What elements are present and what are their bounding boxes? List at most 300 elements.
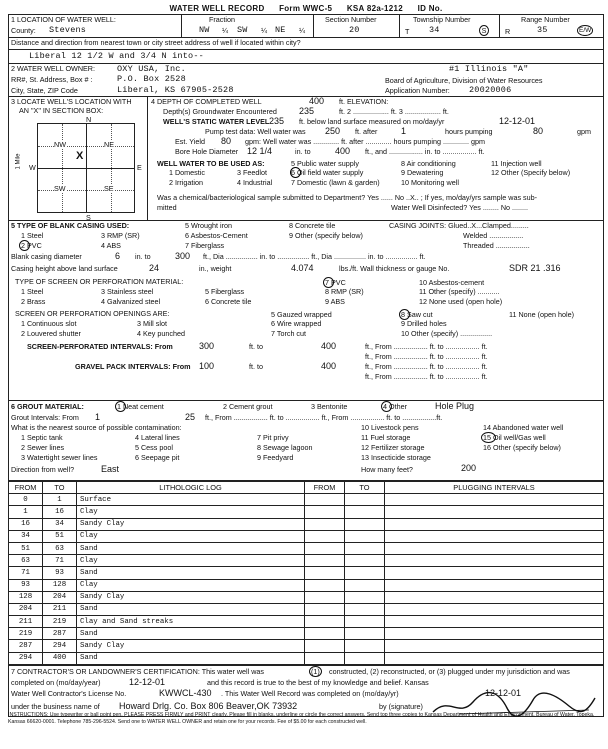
fraction-q1: NW (199, 25, 210, 35)
log-description: Sand (77, 542, 305, 554)
section-owner (8, 64, 604, 97)
casing-pvc-circle (19, 240, 30, 251)
groundwater-label: Depth(s) Groundwater Encountered (163, 107, 277, 116)
city-value: Liberal, KS 67905-2528 (117, 85, 234, 95)
log-description: Sandy Clay (77, 591, 305, 603)
gravel-rest: ft., From ................. ft. to ................. ft. (365, 362, 488, 371)
log-from: 71 (9, 567, 43, 579)
elevation-label: ft. ELEVATION: (339, 97, 389, 106)
log-to: 1 (43, 494, 77, 506)
plug-from (305, 567, 345, 579)
casing-abs: 4 ABS (101, 241, 121, 250)
screen-rest-2: ft., From ................. ft. to ................. ft. (365, 352, 488, 361)
log-to: 63 (43, 542, 77, 554)
contam-lagoon: 8 Sewage lagoon (257, 443, 313, 452)
plug-from (305, 542, 345, 554)
use-public: 5 Public water supply (291, 159, 359, 168)
bore-label: Bore Hole Diameter (175, 147, 239, 156)
log-description: Clay (77, 506, 305, 518)
col-lithologic: LITHOLOGIC LOG (77, 482, 305, 494)
form-number: Form WWC-5 (279, 4, 333, 13)
screen-from: 300 (199, 341, 215, 351)
cert-line-3: Water Well Contractor's License No. (11, 688, 127, 698)
table-row (9, 567, 604, 579)
county-label: County: (11, 26, 36, 35)
use-label: WELL WATER TO BE USED AS: (157, 159, 265, 168)
cert-completed: 12-12-01 (129, 676, 166, 687)
casing-threaded: Threaded ................. (463, 241, 530, 250)
log-to: 204 (43, 591, 77, 603)
section-casing (8, 221, 604, 401)
table-row (9, 652, 604, 664)
table-row (9, 530, 604, 542)
grout-rest: ft., From ................. ft. to ................. ft., From ................. ft. to .................ft. (205, 413, 443, 422)
log-description: Surface (77, 494, 305, 506)
plug-interval (385, 628, 604, 640)
chem-sample: Was a chemical/bacteriological sample submitted to Department? Yes ...... No ..X.. ; If yes, mo/day/yrs sample was sub- (157, 193, 538, 202)
static-label: WELL'S STATIC WATER LEVEL (163, 117, 270, 126)
grout-other-circle (381, 401, 392, 412)
east-label: E (137, 163, 142, 172)
plug-to (345, 494, 385, 506)
static-date: 12-12-01 (499, 116, 536, 126)
plug-interval (385, 579, 604, 591)
contam-abandoned: 14 Abandoned water well (483, 423, 564, 432)
form-title: WATER WELL RECORD (169, 4, 265, 13)
ft-to-2: ft. to (249, 362, 263, 371)
log-from: 219 (9, 628, 43, 640)
depth-value: 400 (309, 96, 325, 106)
plug-interval (385, 567, 604, 579)
quarter-mark: ¼ (222, 26, 228, 35)
feet-value: 200 (461, 463, 477, 473)
use-injection: 11 Injection well (491, 159, 542, 168)
log-header-row (9, 482, 604, 494)
yield-value: 80 (221, 136, 232, 146)
plug-interval (385, 542, 604, 554)
direction-label: Direction from well? (11, 465, 75, 474)
plug-to (345, 506, 385, 518)
casing-label: 5 TYPE OF BLANK CASING USED: (11, 221, 130, 230)
diameter-value: 6 (115, 251, 121, 261)
opening-key: 4 Key punched (137, 329, 185, 338)
opening-mill: 3 Mill slot (137, 319, 167, 328)
table-row (9, 579, 604, 591)
grout-neat-circle (115, 401, 126, 412)
distance-value: Liberal 12 1/2 W and 3/4 N into-- (29, 51, 204, 61)
yield-rest: gpm: Well water was ............. ft. after ............. hours pumping ............. gpm (245, 137, 485, 146)
weight-value: 4.074 (291, 263, 314, 273)
casing-other: 9 Other (specify below) (289, 231, 363, 240)
plug-from (305, 494, 345, 506)
owner-label: 2 WATER WELL OWNER: (11, 64, 95, 73)
plug-from (305, 555, 345, 567)
grout-neat: 1 Neat cement (117, 402, 164, 411)
cert-business: Howard Drlg. Co. Box 806 Beaver,OK 73932 (119, 700, 298, 711)
pump-ft: 250 (325, 126, 341, 136)
use-oil-field-circle (290, 167, 301, 178)
pump-hours-label: hours pumping (445, 127, 493, 136)
casing-joints: CASING JOINTS: Glued..X...Clamped......... (389, 221, 529, 230)
fraction-label: Fraction (209, 15, 235, 24)
bore-in: in. to (295, 147, 311, 156)
casing-asbestos: 6 Asbestos-Cement (185, 231, 248, 240)
plug-to (345, 616, 385, 628)
contam-lateral: 4 Lateral lines (135, 433, 180, 442)
direction-value: East (101, 464, 120, 474)
gravel-to: 400 (321, 361, 337, 371)
diameter-to: 300 (175, 251, 191, 261)
height-value: 24 (149, 263, 160, 273)
pump-after: ft. after (355, 127, 378, 136)
plug-from (305, 628, 345, 640)
plug-to (345, 579, 385, 591)
use-irrigation: 2 Irrigation (169, 178, 203, 187)
screen-asbestos: 10 Asbestos-cement (419, 278, 485, 287)
contam-livestock: 10 Livestock pens (361, 423, 419, 432)
contam-watertight: 3 Watertight sewer lines (21, 453, 98, 462)
well-x-mark: X (76, 150, 84, 162)
table-row (9, 494, 604, 506)
plug-to (345, 652, 385, 664)
static-rest: ft. below land surface measured on mo/day/yr (299, 117, 445, 126)
groundwater-1: 235 (299, 106, 315, 116)
grout-intervals-label: Grout Intervals: From (11, 413, 79, 422)
section-label: Section Number (325, 15, 377, 24)
screen-abs: 9 ABS (325, 297, 345, 306)
board-label: Board of Agriculture, Division of Water Resources (385, 76, 543, 85)
screen-brass: 2 Brass (21, 297, 46, 306)
log-to: 51 (43, 530, 77, 542)
lithologic-log-table (8, 481, 604, 665)
use-monitoring: 10 Monitoring well (401, 178, 459, 187)
screen-intervals-label: SCREEN-PERFORATED INTERVALS: From (27, 342, 173, 351)
use-dewatering: 9 Dewatering (401, 168, 444, 177)
log-to: 211 (43, 603, 77, 615)
range-label: Range Number (521, 15, 570, 24)
log-description: Clay (77, 579, 305, 591)
instructions-footer: INSTRUCTIONS: Use typewriter or ball point pen. PLEASE PRESS FIRMLY and PRINT clearly. Please fill in blanks, underline or circle the correct answers. Send top three copies to Kansas Department of Health and Environment, Bureau of Water, Topeka, Kansas 66620-0001. Telephone 785-296-5524. Send one to WATER WELL OWNER and retain one for your records. Fee of $5.00 for each constructed well. (8, 712, 595, 725)
log-from: 294 (9, 652, 43, 664)
gravel-from: 100 (199, 361, 215, 371)
contam-septic: 1 Septic tank (21, 433, 63, 442)
contam-cess: 5 Cess pool (135, 443, 173, 452)
grout-from: 1 (95, 412, 101, 422)
table-row (9, 591, 604, 603)
plug-from (305, 506, 345, 518)
cert-constructed-circle: (1) (311, 666, 320, 676)
opening-continuous: 1 Continuous slot (21, 319, 77, 328)
screen-pvc: 7 PVC (325, 278, 346, 287)
diameter-label: Blank casing diameter (11, 252, 82, 261)
col-plugging: PLUGGING INTERVALS (385, 482, 604, 494)
weight-rest: lbs./ft. Wall thickness or gauge No. (339, 264, 450, 273)
gauge-value: SDR 21 .316 (509, 263, 561, 273)
section-grout (8, 401, 604, 481)
plug-interval (385, 506, 604, 518)
diameter-rest: ft., Dia ................ in. to ................ ft., Dia ................ in. to ................ ft. (203, 252, 426, 261)
distance-label: Distance and direction from nearest town or city street address of well if located within city? (11, 38, 301, 47)
gpm-label: gpm (577, 127, 591, 136)
table-row (9, 542, 604, 554)
use-other: 12 Other (Specify below) (491, 168, 571, 177)
grout-bentonite: 3 Bentonite (311, 402, 348, 411)
plug-interval (385, 494, 604, 506)
screen-steel: 1 Steel (21, 287, 44, 296)
use-oil-field: 6 Oil field water supply (291, 168, 364, 177)
ne-label: NE (104, 140, 114, 149)
county-value: Stevens (49, 25, 87, 35)
grout-cement: 2 Cement grout (223, 402, 273, 411)
ksa-ref: KSA 82a-1212 (346, 4, 404, 13)
nw-label: NW (54, 140, 66, 149)
log-from: 211 (9, 616, 43, 628)
sw-label: SW (54, 184, 66, 193)
screen-fiberglass: 5 Fiberglass (205, 287, 245, 296)
plug-from (305, 603, 345, 615)
application-label: Application Number: (385, 86, 450, 95)
plug-interval (385, 603, 604, 615)
log-to: 294 (43, 640, 77, 652)
screen-to: 400 (321, 341, 337, 351)
casing-welded: Welded ................. (463, 231, 524, 240)
township-t: T (405, 27, 410, 36)
plug-interval (385, 640, 604, 652)
plug-interval (385, 616, 604, 628)
screen-label: TYPE OF SCREEN OR PERFORATION MATERIAL: (15, 277, 184, 286)
use-lawn: 7 Domestic (lawn & garden) (291, 178, 380, 187)
height-label: Casing height above land surface (11, 264, 118, 273)
cert-license: KWWCL-430 (159, 687, 212, 698)
table-row (9, 555, 604, 567)
screen-rmp: 8 RMP (SR) (325, 287, 364, 296)
plug-from (305, 579, 345, 591)
locate-label: 3 LOCATE WELL'S LOCATION WITH (11, 97, 132, 106)
log-to: 400 (43, 652, 77, 664)
screen-galvanized: 4 Galvanized steel (101, 297, 161, 306)
opening-gauzed: 5 Gauzed wrapped (271, 310, 332, 319)
contam-privy: 7 Pit privy (257, 433, 289, 442)
screen-concrete: 6 Concrete tile (205, 297, 252, 306)
diameter-in: in. to (135, 252, 151, 261)
table-row (9, 506, 604, 518)
casing-concrete: 8 Concrete tile (289, 221, 336, 230)
id-label: ID No. (417, 4, 443, 13)
contam-oil-gas: 15 Oil well/Gas well (483, 433, 546, 442)
log-to: 34 (43, 518, 77, 530)
table-row (9, 616, 604, 628)
disinfect-label: Water Well Disinfected? Yes ........ No ........ (391, 203, 529, 212)
well-name: #1 Illinois "A" (449, 64, 529, 74)
weight-label: in., weight (199, 264, 232, 273)
log-description: Sandy Clay (77, 640, 305, 652)
yield-label: Est. Yield (175, 137, 205, 146)
log-from: 51 (9, 542, 43, 554)
log-to: 287 (43, 628, 77, 640)
plug-interval (385, 518, 604, 530)
plug-to (345, 591, 385, 603)
address-label: RR#, St. Address, Box # : (11, 75, 93, 84)
cert-line-2b: and this record is true to the best of my knowledge and belief. Kansas (207, 677, 429, 687)
log-description: Clay (77, 555, 305, 567)
range-r: R (505, 27, 511, 36)
table-row (9, 640, 604, 652)
log-from: 128 (9, 591, 43, 603)
section-value: 20 (349, 25, 360, 35)
log-table-wrap (8, 481, 604, 665)
township-value: 34 (429, 25, 440, 35)
use-domestic: 1 Domestic (169, 168, 205, 177)
fraction-q3: NE (275, 25, 286, 35)
casing-steel: 1 Steel (21, 231, 44, 240)
location-label: 1 LOCATION OF WATER WELL: (11, 15, 116, 24)
contam-other: 16 Other (specify below) (483, 443, 561, 452)
screen-none: 12 None used (open hole) (419, 297, 503, 306)
col-to: TO (43, 482, 77, 494)
static-value: 235 (269, 116, 285, 126)
cert-by: by (signature) (379, 701, 423, 711)
log-to: 16 (43, 506, 77, 518)
log-description: Clay and Sand streaks (77, 616, 305, 628)
section-location-depth (8, 97, 604, 221)
log-description: Sand (77, 652, 305, 664)
casing-pvc: 2 PVC (21, 241, 42, 250)
opening-drilled: 9 Drilled holes (401, 319, 447, 328)
depth-label: 4 DEPTH OF COMPLETED WELL (151, 97, 262, 106)
col-from: FROM (9, 482, 43, 494)
log-from: 0 (9, 494, 43, 506)
log-from: 93 (9, 579, 43, 591)
ft-to: ft. to (249, 342, 263, 351)
gravel-label: GRAVEL PACK INTERVALS: From (75, 362, 191, 371)
plug-interval (385, 530, 604, 542)
owner-value: OXY USA, Inc. (117, 64, 186, 74)
range-value: 35 (537, 25, 548, 35)
log-to: 219 (43, 616, 77, 628)
table-row (9, 603, 604, 615)
contam-label: What is the nearest source of possible contamination: (11, 423, 182, 432)
pump-hours: 1 (401, 126, 407, 136)
contam-fuel: 11 Fuel storage (361, 433, 411, 442)
plug-interval (385, 652, 604, 664)
plug-interval (385, 555, 604, 567)
plug-to (345, 555, 385, 567)
application-value: 20020006 (469, 85, 512, 95)
contam-oil-gas-circle (481, 432, 496, 443)
plug-to (345, 542, 385, 554)
plug-from (305, 652, 345, 664)
section-certification (8, 665, 604, 717)
range-dir: E/W (579, 27, 592, 34)
screen-stainless: 3 Stainless steel (101, 287, 154, 296)
log-to: 128 (43, 579, 77, 591)
casing-fiberglass: 7 Fiberglass (185, 241, 225, 250)
casing-wrought: 5 Wrought iron (185, 221, 233, 230)
plug-to (345, 567, 385, 579)
use-industrial: 4 Industrial (237, 178, 273, 187)
groundwater-rest: ft. 2 .................. ft. 3 .................. ft. (339, 107, 449, 116)
log-from: 287 (9, 640, 43, 652)
col-plug-to: TO (345, 482, 385, 494)
water-well-record-form (8, 4, 604, 744)
opening-torch: 7 Torch cut (271, 329, 307, 338)
south-label: S (86, 213, 91, 222)
section-location (8, 14, 604, 50)
grout-other: 4 Other (383, 402, 407, 411)
table-row (9, 518, 604, 530)
bore-to: 400 (335, 146, 351, 156)
se-label: SE (104, 184, 114, 193)
contam-insecticide: 13 Insecticide storage (361, 453, 431, 462)
bore-value: 12 1/4 (247, 146, 273, 156)
plug-from (305, 530, 345, 542)
openings-label: SCREEN OR PERFORATION OPENINGS ARE: (15, 309, 170, 318)
log-from: 16 (9, 518, 43, 530)
plug-interval (385, 591, 604, 603)
plug-from (305, 518, 345, 530)
cert-date: 12-12-01 (485, 687, 522, 698)
pump-gpm: 80 (533, 126, 544, 136)
address-value: P.O. Box 2528 (117, 74, 186, 84)
log-from: 204 (9, 603, 43, 615)
west-label: W (29, 163, 36, 172)
grout-other-value: Hole Plug (435, 401, 475, 411)
feet-label: How many feet? (361, 465, 413, 474)
township-dir: S (479, 25, 489, 36)
cert-line-1: 7 CONTRACTOR'S OR LANDOWNER'S CERTIFICATION: This water well was (11, 666, 265, 676)
log-from: 1 (9, 506, 43, 518)
locate-label-2: AN "X" IN SECTION BOX: (19, 106, 104, 115)
township-label: Township Number (413, 15, 471, 24)
table-row (9, 628, 604, 640)
section-box (37, 123, 135, 213)
opening-other: 10 Other (specify) ................ (401, 329, 493, 338)
log-from: 34 (9, 530, 43, 542)
contam-seepage: 6 Seepage pit (135, 453, 180, 462)
log-from: 63 (9, 555, 43, 567)
plug-to (345, 530, 385, 542)
fraction-q2: SW (237, 25, 248, 35)
contam-feedyard: 9 Feedyard (257, 453, 294, 462)
form-header (8, 4, 604, 14)
log-description: Sandy Clay (77, 518, 305, 530)
log-description: Sand (77, 567, 305, 579)
plug-from (305, 591, 345, 603)
use-air: 8 Air conditioning (401, 159, 456, 168)
col-plug-from: FROM (305, 482, 345, 494)
log-description: Clay (77, 530, 305, 542)
plug-from (305, 616, 345, 628)
distance-row (8, 50, 604, 64)
pump-label: Pump test data: Well water was (205, 127, 306, 136)
cert-line-4: under the business name of (11, 701, 100, 711)
log-description: Sand (77, 628, 305, 640)
bore-rest: ft., and ................. in. to ................. ft. (365, 147, 485, 156)
mile-label: 1 Mile (15, 153, 22, 170)
cert-line-2: completed on (mo/day/year) (11, 677, 101, 687)
contam-fertilizer: 12 Fertilizer storage (361, 443, 425, 452)
casing-rmp: 3 RMP (SR) (101, 231, 140, 240)
grout-label: 6 GROUT MATERIAL: (11, 402, 84, 411)
opening-louvered: 2 Louvered shutter (21, 329, 81, 338)
grout-to: 25 (185, 412, 196, 422)
screen-other: 11 Other (specify) ........... (419, 287, 500, 296)
cert-line-3b: . This Water Well Record was completed on (mo/day/yr) (221, 688, 399, 698)
quarter-mark: ¼ (261, 26, 267, 35)
gravel-rest-2: ft., From ................. ft. to ................. ft. (365, 372, 488, 381)
contam-sewer: 2 Sewer lines (21, 443, 65, 452)
log-to: 93 (43, 567, 77, 579)
